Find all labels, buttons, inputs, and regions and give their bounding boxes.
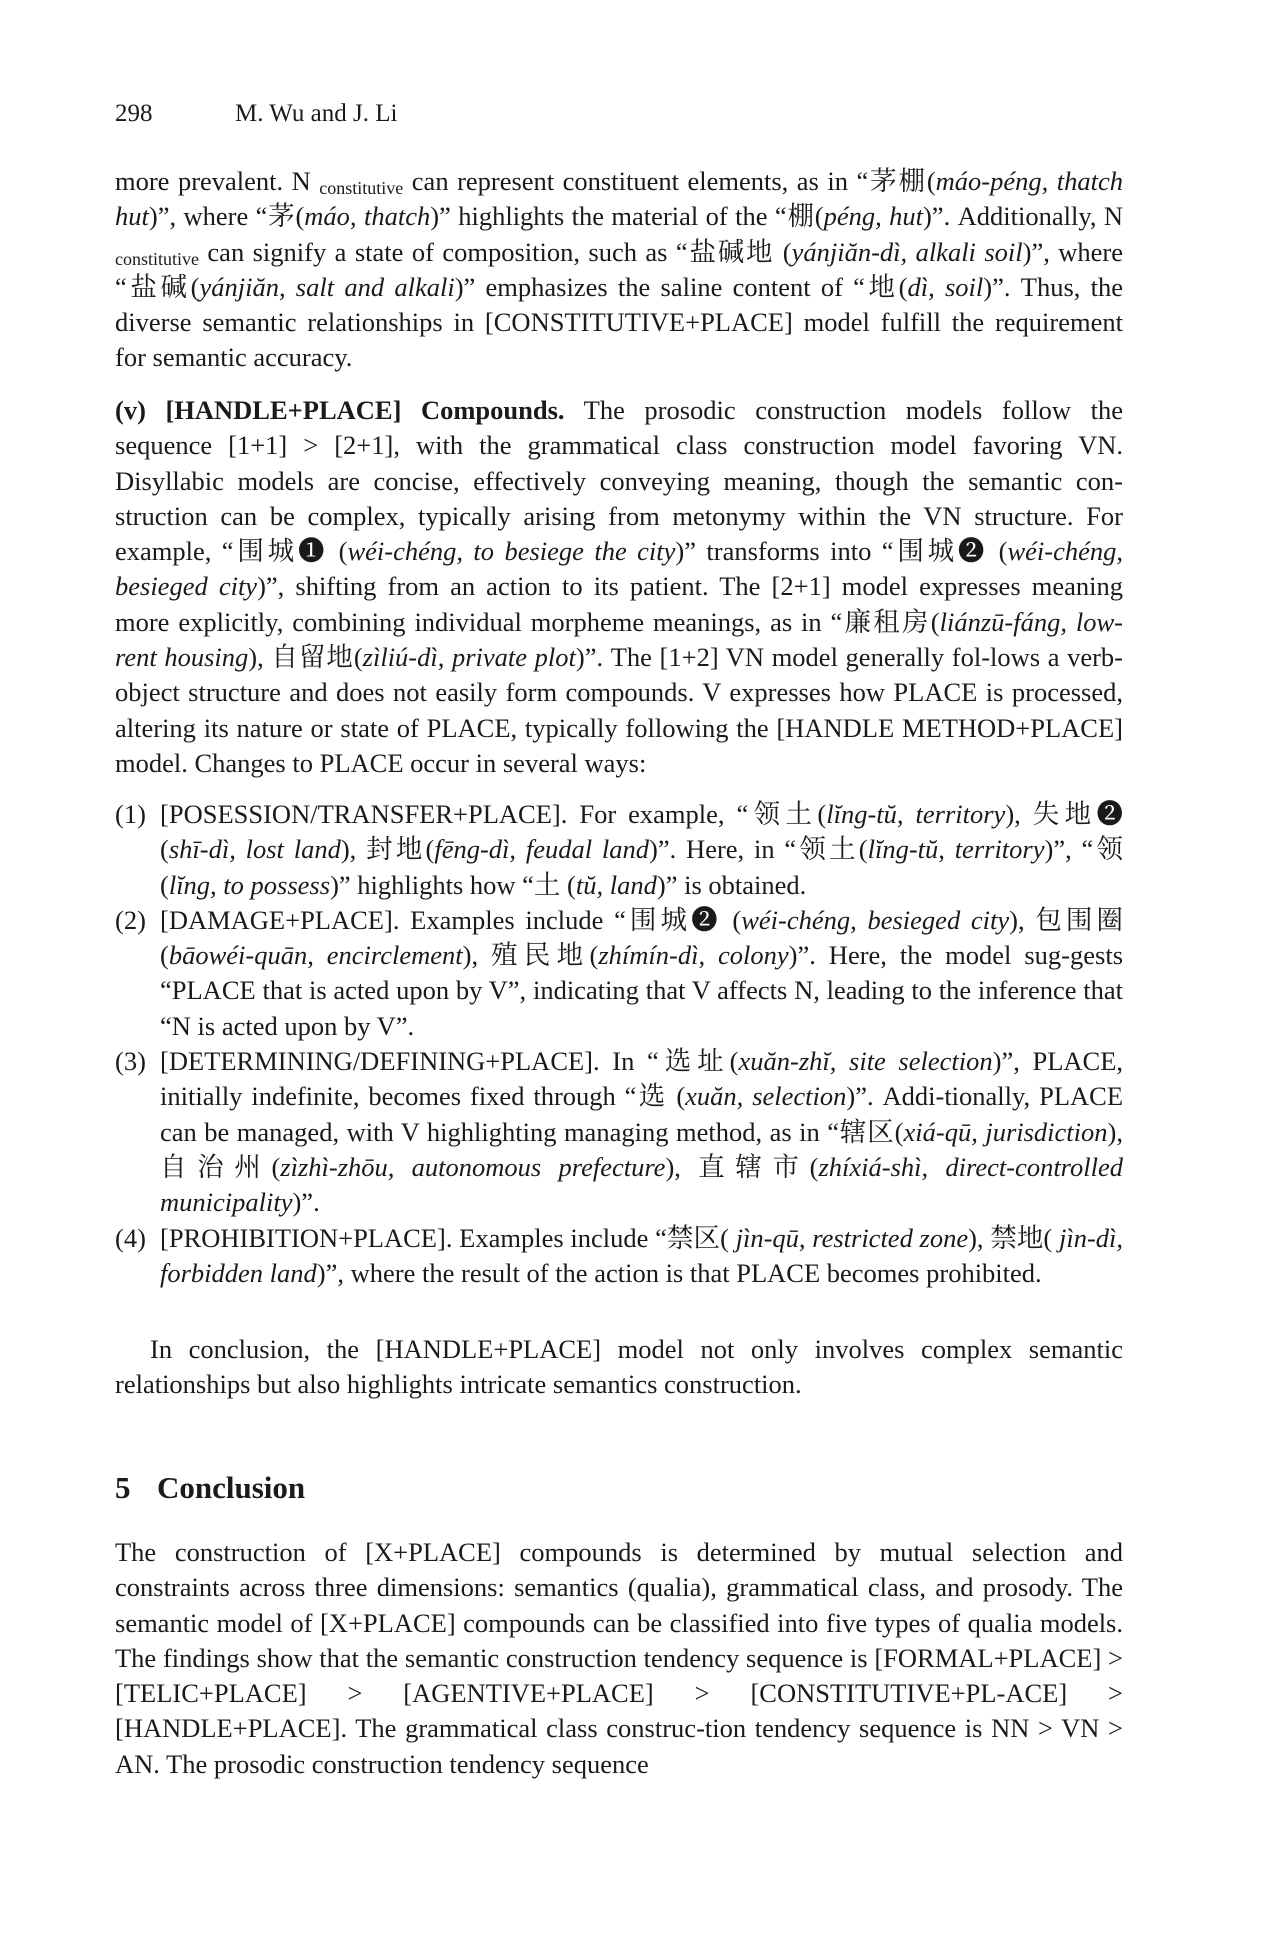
text: )” is obtained. — [656, 869, 807, 900]
list-number: (2) — [115, 904, 146, 935]
text: ), 封地( — [340, 834, 435, 865]
italic-gloss: máo-péng, thatch hut — [115, 166, 1123, 232]
text: )”, where “盐碱( — [115, 236, 1124, 302]
paragraph-constitutive — [115, 164, 1123, 376]
subscript: constitutive — [319, 178, 404, 198]
text: )”. Here, the model sug-gests “PLACE that is acted upon by V”, indicating that V affects N, leading to the inference that “N is acted upon by V”. — [160, 940, 1124, 1041]
italic-gloss: péng, hut — [823, 201, 923, 232]
run-in-heading: (v) [HANDLE+PLACE] Compounds. — [115, 395, 565, 425]
italic-gloss: wéi-chéng, besieged city — [741, 904, 1010, 935]
text: ), 禁地( — [968, 1222, 1059, 1253]
italic-gloss: yánjiăn, salt and alkali — [199, 271, 455, 302]
text: )”. Addi-tionally, PLACE can be managed, with V highlighting managing method, as in “辖区( — [160, 1081, 1123, 1147]
paragraph-conclusion — [115, 1535, 1123, 1782]
text: [DETERMINING/DEFINING+PLACE]. In “选址( — [160, 1046, 739, 1077]
section-heading — [115, 1470, 305, 1506]
italic-gloss: jìn-dì, forbidden land — [160, 1222, 1124, 1288]
italic-gloss: xuăn-zhĭ, site selection — [738, 1046, 993, 1077]
text: )”. Thus, the diverse semantic relationships in [CONSTITUTIVE+PLACE] model fulfill the requirement for semantic accuracy. — [115, 271, 1124, 373]
text: [PROHIBITION+PLACE]. Examples include “禁区( — [160, 1222, 736, 1253]
italic-gloss: lĭng, to possess — [168, 869, 331, 900]
italic-gloss: lĭng-tŭ, territory — [867, 834, 1045, 865]
text: )”. Additionally, N — [922, 201, 1124, 232]
text: ), 直辖市( — [665, 1151, 819, 1182]
italic-gloss: xuăn, selection — [685, 1081, 847, 1112]
subscript: constitutive — [115, 248, 199, 269]
text: [DAMAGE+PLACE]. Examples include “围城❷ ( — [160, 904, 742, 935]
page-number: 298 — [115, 100, 153, 127]
text: ), 殖民地( — [462, 940, 599, 971]
list-number: (3) — [115, 1046, 146, 1077]
text: can signify a state of composition, such as “盐碱地 ( — [199, 236, 792, 267]
italic-gloss: xiá-qū, jurisdiction — [903, 1116, 1108, 1147]
text: ), 包围圈( — [160, 904, 1124, 971]
list-item — [115, 797, 1123, 903]
italic-gloss: liánzū-fáng, low-rent housing — [115, 606, 1123, 673]
italic-gloss: máo, thatch — [304, 201, 431, 232]
italic-gloss: zìliú-dì, private plot — [362, 642, 576, 673]
italic-gloss: fēng-dì, feudal land — [434, 834, 650, 865]
text: The prosodic construction models follow the sequence [1+1] > [2+1], with the grammatical class construction model favoring VN. Disyllabic models are concise, effectively conveying meaning, though the semantic con-struction can be complex, typically arising from metonymy within the VN structure. For example, “围城❶ ( — [115, 395, 1123, 567]
text: ), 失地❷ ( — [160, 799, 1124, 865]
text: The construction of [X+PLACE] compounds is determined by mutual selection and constraints across three dimensions: semantics (qualia), grammatical class, and prosody. The semantic model of [X+PLACE] compounds can be classified into five types of qualia models. The findings show that the semantic construction tendency sequence is [FORMAL+PLACE] > [TELIC+PLACE] > [AGENTIVE+PLACE] > [CONSTITUTIVE+PL-ACE] > [HANDLE+PLACE]. The grammatical class construc-tion tendency sequence is NN > VN > AN. The prosodic construction tendency sequence — [115, 1537, 1123, 1779]
italic-gloss: zhímín-dì, colony — [598, 940, 789, 971]
text: )”. The [1+2] VN model generally fol-lows a verb-object structure and does not easily form compounds. V expresses how PLACE is processed, altering its nature or state of PLACE, typically following the [HANDLE METHOD+PLACE] model. Changes to PLACE occur in several ways: — [115, 642, 1124, 778]
paragraph-handle-place — [115, 393, 1123, 781]
italic-gloss: zìzhì-zhōu, autonomous prefecture — [280, 1151, 666, 1182]
text: can represent constituent elements, as in “茅棚( — [403, 166, 936, 196]
list-number: (1) — [115, 799, 146, 829]
text: )” transforms into “围城❷ ( — [675, 536, 1008, 567]
section-number: 5 — [115, 1470, 131, 1505]
text: )”, shifting from an action to its patient. The [2+1] model expresses meaning more explicitly, combining individual morpheme meanings, as in “廉租房( — [115, 571, 1123, 637]
italic-gloss: zhíxiá-shì, direct-controlled municipality — [160, 1151, 1123, 1218]
running-header — [115, 100, 397, 128]
text: ), 自治州( — [160, 1116, 1123, 1182]
text: )” emphasizes the saline content of “地( — [454, 271, 908, 302]
text: [POSESSION/TRANSFER+PLACE]. For example, “领土( — [160, 799, 827, 829]
paragraph-in-conclusion — [115, 1332, 1123, 1403]
text: )”, PLACE, initially indefinite, becomes fixed through “选 ( — [160, 1046, 1124, 1112]
italic-gloss: dì, soil — [907, 271, 984, 302]
text: )”. Here, in “领土( — [649, 834, 868, 865]
italic-gloss: shī-dì, lost land — [168, 834, 341, 865]
text: )”. — [292, 1187, 320, 1218]
italic-gloss: lĭng-tŭ, territory — [826, 799, 1006, 829]
text: )”, where the result of the action is that PLACE becomes prohibited. — [316, 1257, 1042, 1288]
list-item — [115, 903, 1123, 1044]
section-title: Conclusion — [157, 1470, 306, 1505]
list-item — [115, 1044, 1123, 1220]
running-authors: M. Wu and J. Li — [235, 100, 398, 127]
text: )” highlights how “土 ( — [330, 869, 576, 900]
italic-gloss: tŭ, land — [575, 869, 657, 900]
list-number: (4) — [115, 1222, 146, 1253]
text: more prevalent. N — [115, 166, 320, 196]
text: )”, “领( — [160, 834, 1123, 900]
italic-gloss: bāowéi-quān, encirclement — [168, 940, 463, 971]
text: )”, where “茅( — [148, 201, 305, 232]
text: ), 自留地( — [248, 642, 363, 673]
text: )” highlights the material of the “棚( — [430, 201, 824, 232]
italic-gloss: jìn-qū, restricted zone — [735, 1222, 969, 1253]
numbered-list — [115, 797, 1123, 1291]
list-item — [115, 1221, 1123, 1292]
text: In conclusion, the [HANDLE+PLACE] model not only involves complex semantic relationships but also highlights intricate semantics construction. — [115, 1334, 1123, 1400]
italic-gloss: yánjiăn-dì, alkali soil — [791, 236, 1023, 267]
italic-gloss: wéi-chéng, besieged city — [115, 536, 1123, 602]
italic-gloss: wéi-chéng, to besiege the city — [347, 536, 676, 567]
